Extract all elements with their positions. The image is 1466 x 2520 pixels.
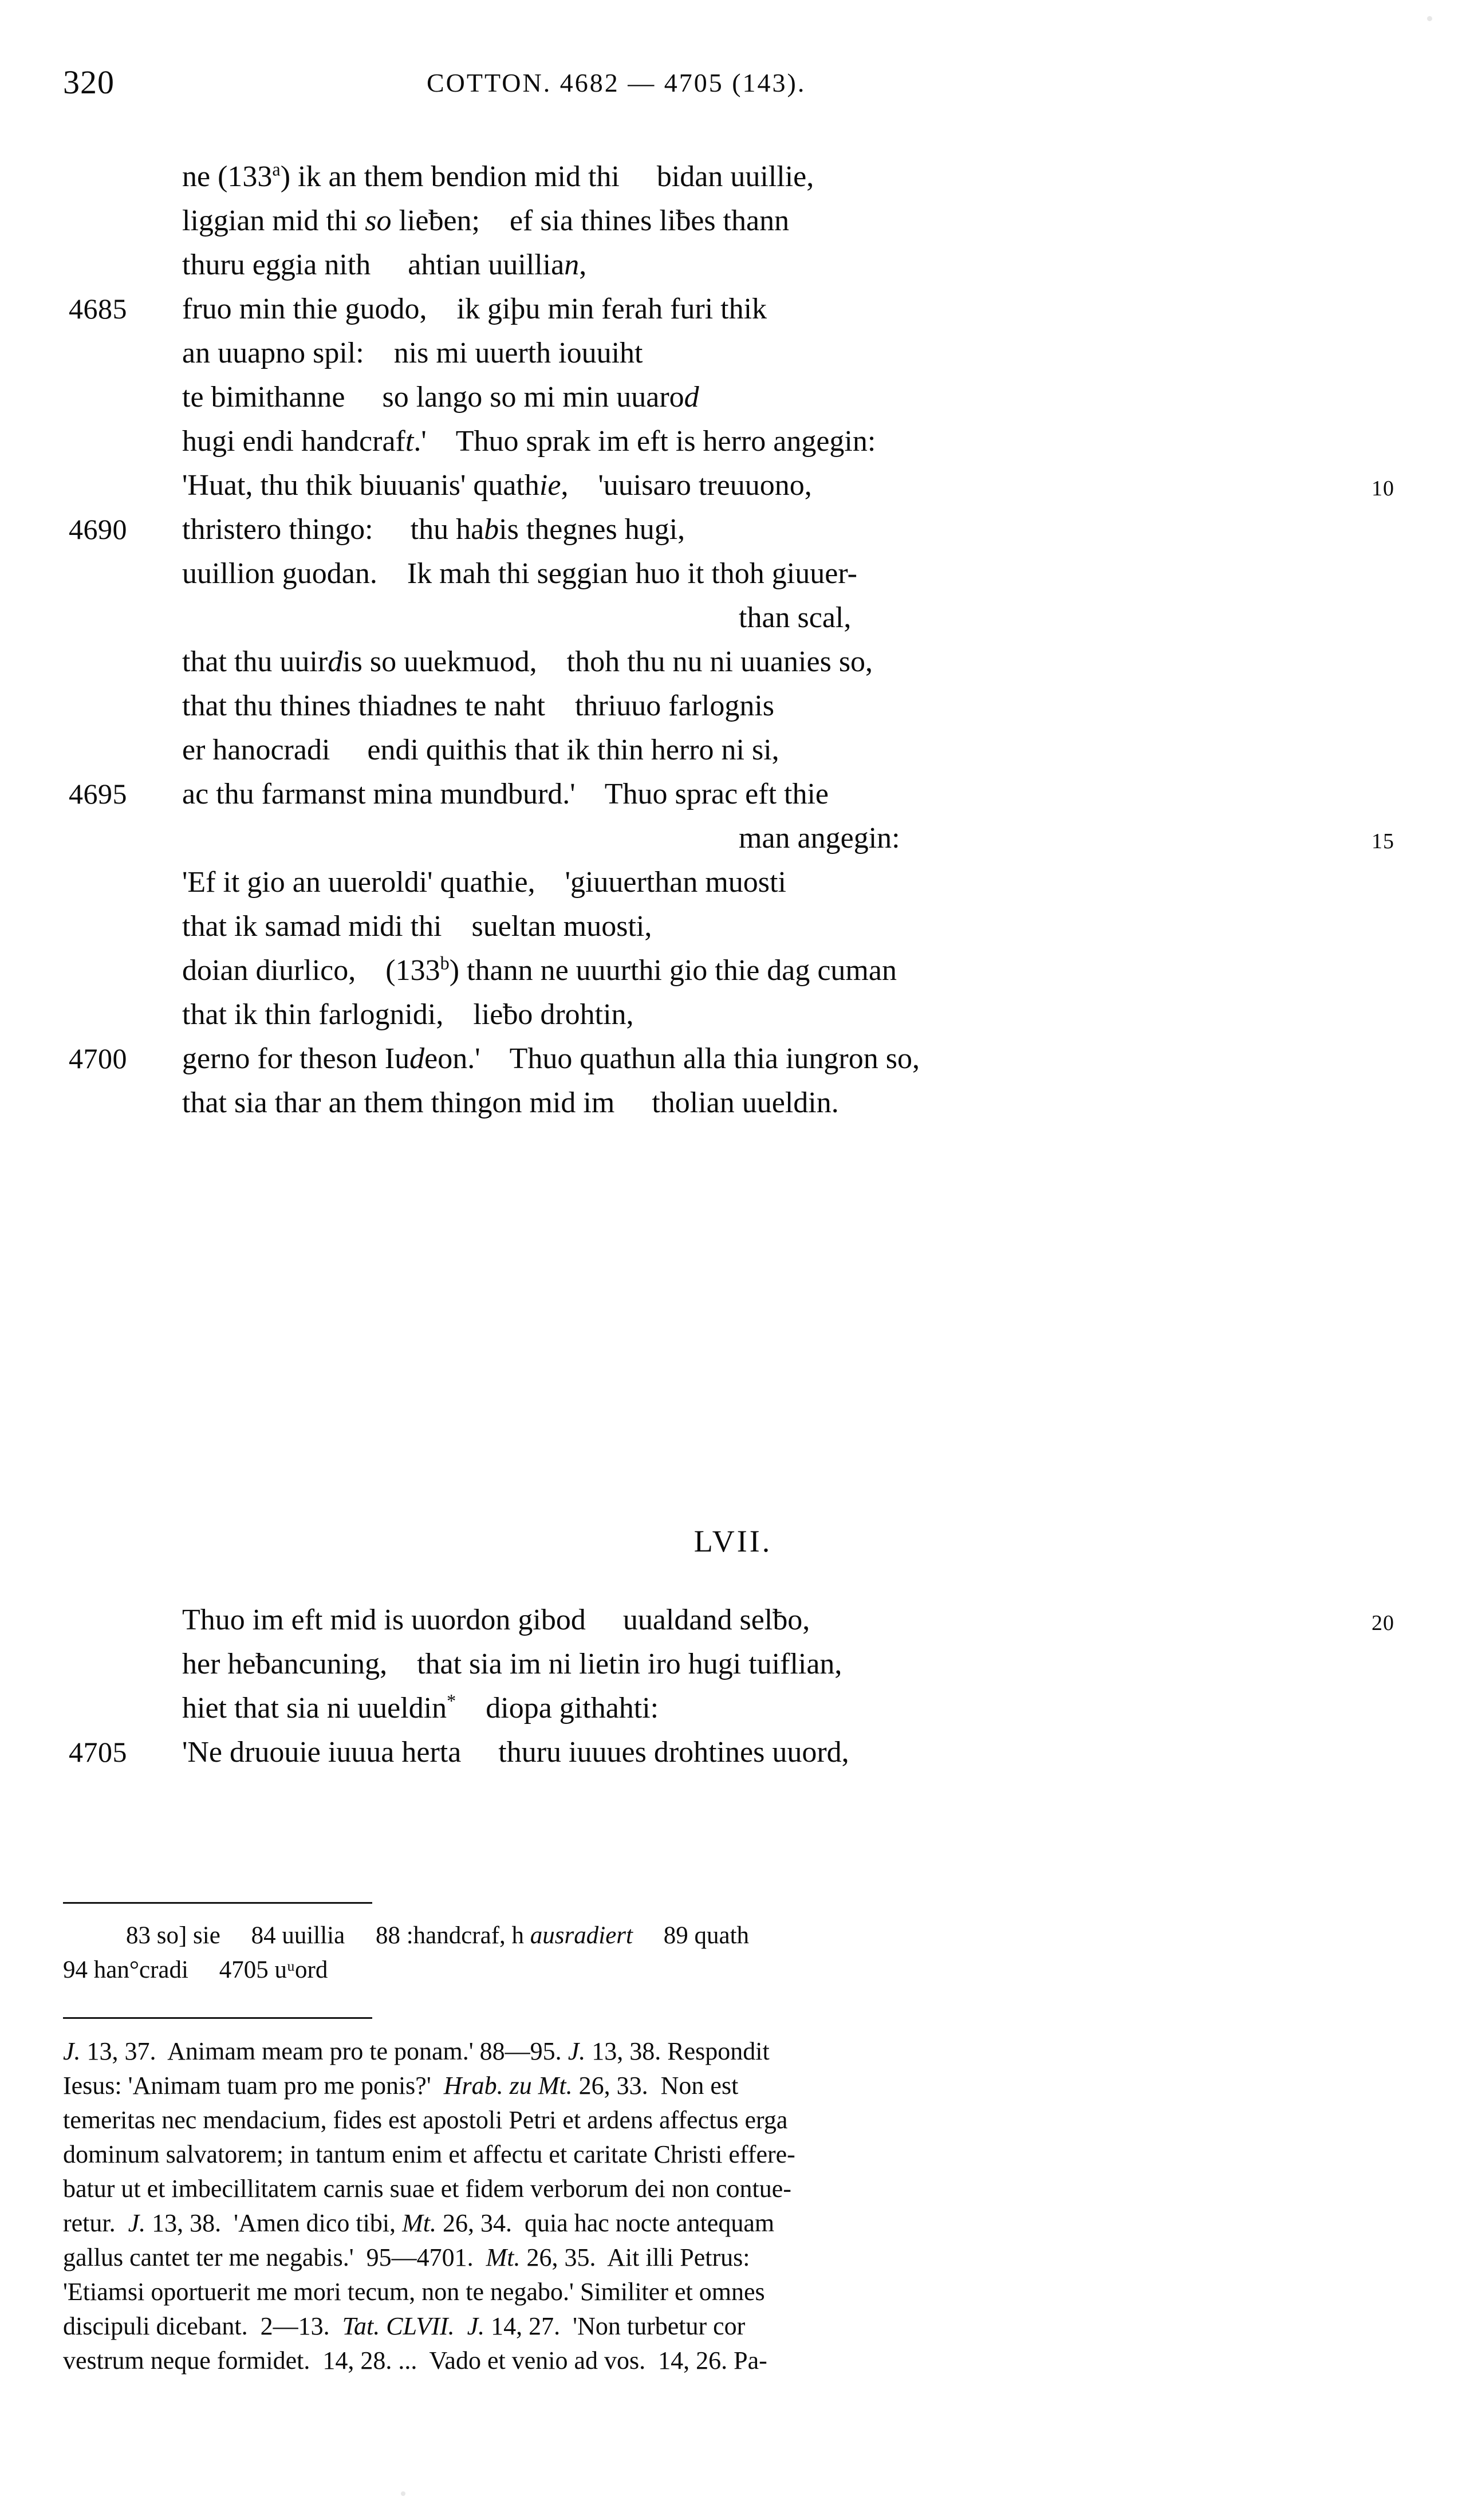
commentary-line: Iesus: 'Animam tuam pro me ponis?' Hrab. zu Mt. 26, 33. Non est: [63, 2072, 739, 2100]
verse-line: [0, 507, 1466, 552]
paper-speck: [401, 2491, 405, 2496]
verse-line-number: 4705: [69, 1736, 127, 1768]
verse-line: [0, 552, 1466, 596]
verse-line-text: 'Ne druouie iuuua herta thuru iuuues drohtines uuord,: [182, 1736, 849, 1769]
verse-line: [0, 860, 1466, 904]
verse-line-text: thuru eggia nith ahtian uuillian,: [182, 249, 587, 281]
verse-line-text: that ik thin farlognidi, lieƀo drohtin,: [182, 998, 634, 1031]
verse-line: [0, 816, 1466, 860]
commentary-line: retur. J. 13, 38. 'Amen dico tibi, Mt. 26, 34. quia hac nocte antequam: [63, 2209, 775, 2237]
verse-line-text: Thuo im eft mid is uuordon gibod uualdand selƀo,: [182, 1604, 810, 1636]
verse-line: [0, 596, 1466, 640]
verse-line-text: that thu uuirdis so uuekmuod, thoh thu nu ni uuanies so,: [182, 645, 873, 678]
verse-line-text: te bimithanne so lango so mi min uuarod: [182, 381, 699, 414]
verse-line: [0, 1598, 1466, 1642]
commentary-line: dominum salvatorem; in tantum enim et affectu et caritate Christi effere-: [63, 2140, 795, 2168]
verse-line-text: that thu thines thiadnes te naht thriuuo farlognis: [182, 690, 775, 722]
verse-line: [0, 463, 1466, 507]
verse-line: [0, 331, 1466, 375]
commentary-line: batur ut et imbecillitatem carnis suae et fidem verborum dei non contue-: [63, 2175, 791, 2203]
verse-line-text: 'Ef it gio an uueroldi' quathie, 'giuuerthan muosti: [182, 866, 786, 899]
verse-line: [0, 904, 1466, 948]
verse-line-text: fruo min thie guodo, ik giþu min ferah furi thik: [182, 293, 767, 325]
verse-line-text: 'Huat, thu thik biuuanis' quathie, 'uuisaro treuuono,: [182, 469, 812, 502]
verse-line-text: her heƀancuning, that sia im ni lietin iro hugi tuiflian,: [182, 1648, 842, 1680]
apparatus-line: 94 han°cradi 4705 uᵘord: [63, 1956, 328, 1983]
verse-line: [0, 1642, 1466, 1686]
marginal-line-number: 20: [1372, 1611, 1394, 1635]
verse-line: [0, 640, 1466, 684]
verse-line-text: that sia thar an them thingon mid im tholian uueldin.: [182, 1086, 839, 1119]
marginal-line-number: 10: [1372, 477, 1394, 501]
verse-line-text: than scal,: [739, 601, 852, 634]
verse-block-upper: [0, 155, 1466, 1125]
running-title: COTTON. 4682 — 4705 (143).: [427, 68, 806, 97]
verse-line: [0, 419, 1466, 463]
verse-line: [0, 1730, 1466, 1774]
verse-line-text: hugi endi handcraft.' Thuo sprak im eft is herro angegin:: [182, 425, 876, 458]
chapter-heading: LVII.: [693, 1524, 773, 1558]
verse-line-text: that ik samad midi thi sueltan muosti,: [182, 910, 652, 943]
commentary-rule: [63, 2017, 372, 2019]
verse-line-number: 4685: [69, 293, 127, 325]
running-head: [0, 63, 1466, 103]
verse-line: [0, 199, 1466, 243]
verse-line: [0, 728, 1466, 772]
verse-line-text: thristero thingo: thu habis thegnes hugi,: [182, 513, 685, 546]
commentary-line: gallus cantet ter me negabis.' 95—4701. Mt. 26, 35. Ait illi Petrus:: [63, 2243, 750, 2271]
verse-line-text: hiet that sia ni uueldin* diopa githahti:: [182, 1690, 659, 1724]
verse-line-text: ne (133$^a$) ik an them bendion mid thi bidan uuillie,: [182, 159, 814, 193]
verse-line: [0, 1686, 1466, 1730]
verse-line: [0, 155, 1466, 199]
commentary-line: 'Etiamsi oportuerit me mori tecum, non te negabo.' Similiter et omnes: [63, 2278, 765, 2306]
verse-line: [0, 1081, 1466, 1125]
verse-line: [0, 375, 1466, 419]
apparatus-rule: [63, 1902, 372, 1904]
verse-line: [0, 948, 1466, 993]
verse-block-lower: [0, 1598, 1466, 1774]
verse-line-text: er hanocradi endi quithis that ik thin herro ni si,: [182, 734, 779, 766]
verse-line: [0, 1037, 1466, 1081]
verse-line: [0, 772, 1466, 816]
verse-line-number: 4695: [69, 778, 127, 810]
verse-line: [0, 993, 1466, 1037]
verse-line-text: gerno for theson Iudeon.' Thuo quathun alla thia iungron so,: [182, 1042, 920, 1075]
paper-speck: [1427, 16, 1432, 21]
folio-number: 320: [63, 64, 115, 101]
verse-line-text: uuillion guodan. Ik mah thi seggian huo it thoh giuuer-: [182, 557, 857, 590]
source-commentary: [63, 2034, 1397, 2378]
apparatus-line: 83 so] sie 84 uuillia 88 :handcraf, h ausradiert 89 quath: [126, 1922, 750, 1949]
verse-line-number: 4690: [69, 513, 127, 545]
verse-line-text: an uuapno spil: nis mi uuerth iouuiht: [182, 337, 643, 369]
apparatus-criticus: [63, 1919, 1397, 1987]
verse-line: [0, 243, 1466, 287]
verse-line-text: man angegin:: [739, 822, 900, 855]
verse-line-text: liggian mid thi so lieƀen; ef sia thines liƀes thann: [182, 204, 790, 237]
marginal-line-number: 15: [1372, 829, 1394, 853]
verse-line-text: doian diurlico, (133$^b$) thann ne uuurthi gio thie dag cuman: [182, 952, 897, 987]
verse-line: [0, 684, 1466, 728]
commentary-line: discipuli dicebant. 2—13. Tat. CLVII. J. 14, 27. 'Non turbetur cor: [63, 2312, 746, 2340]
verse-line: [0, 287, 1466, 331]
commentary-line: J. 13, 37. Animam meam pro te ponam.' 88—95. J. 13, 38. Respondit: [63, 2037, 770, 2065]
commentary-line: temeritas nec mendacium, fides est apostoli Petri et ardens affectus erga: [63, 2106, 788, 2134]
verse-line-text: ac thu farmanst mina mundburd.' Thuo sprac eft thie: [182, 778, 829, 810]
commentary-line: vestrum neque formidet. 14, 28. ... Vado et venio ad vos. 14, 26. Pa-: [63, 2346, 767, 2375]
verse-line-number: 4700: [69, 1042, 127, 1074]
